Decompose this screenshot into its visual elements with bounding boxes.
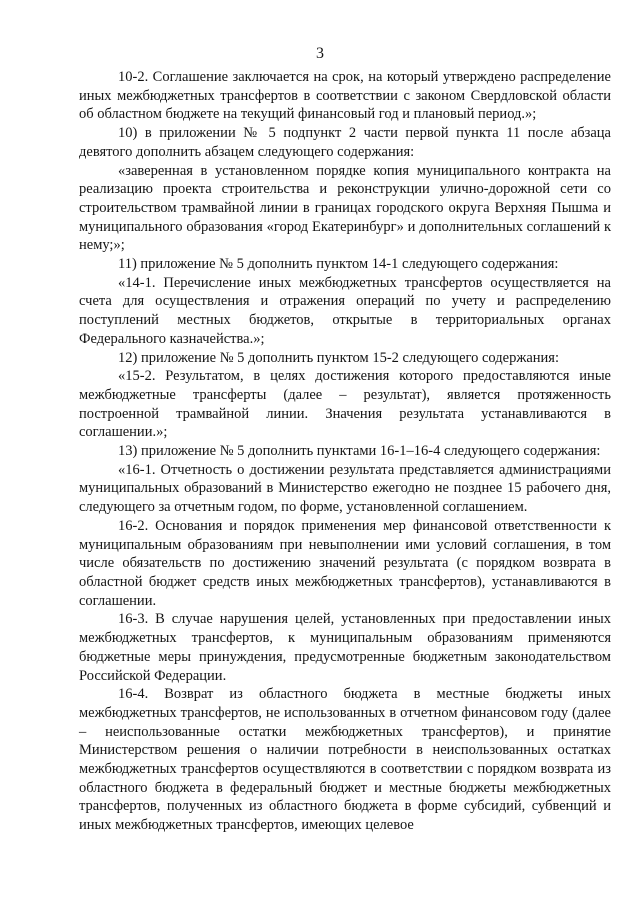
paragraph-16-2: 16-2. Основания и порядок применения мер финансовой ответственности к муниципальным образованиям при невыполнении ими условий соглашения, в том числе обязательств по достижению значений результата (с порядком возврата в областной бюджет средств иных межбюджетных трансфертов), устанавливаются в соглашении. xyxy=(79,517,611,609)
paragraph-16-3: 16-3. В случае нарушения целей, установленных при предоставлении иных межбюджетных трансфертов, к муниципальным образованиям применяются бюджетные меры принуждения, предусмотренные бюджетным законодательством Российской Федерации. xyxy=(79,611,611,684)
paragraph-14-1: «14-1. Перечисление иных межбюджетных трансфертов осуществляется на счета для осуществления и отражения операций по учету и распределению поступлений местных бюджетов, открытые в территориальных органах Федерального казначейства.»; xyxy=(79,274,611,347)
paragraph-quote-contract-copy: «заверенная в установленном порядке копия муниципального контракта на реализацию проекта строительства и реконструкции улично-дорожной сети со строительством трамвайной линии в границах городского округа Верхняя Пышма и муниципального образования «город Екатеринбург» и дополнительных соглашений к нему;»; xyxy=(79,162,611,254)
paragraph-item-11: 11) приложение № 5 дополнить пунктом 14-1 следующего содержания: xyxy=(118,256,559,273)
paragraph-item-10: 10) в приложении № 5 подпункт 2 части первой пункта 11 после абзаца девятого дополнить абзацем следующего содержания: xyxy=(79,125,611,160)
page-number: 3 xyxy=(316,45,324,62)
paragraph-item-13: 13) приложение № 5 дополнить пунктами 16-1–16-4 следующего содержания: xyxy=(118,443,601,460)
paragraph-16-1: «16-1. Отчетность о достижении результата представляется администрациями муниципальных образований в Министерство ежегодно не позднее 15 рабочего дня, следующего за отчетным годом, по форме, установленной соглашением. xyxy=(79,461,611,516)
paragraph-16-4: 16-4. Возврат из областного бюджета в местные бюджеты иных межбюджетных трансфертов, не использованных в отчетном финансовом году (далее – неиспользованные остатки межбюджетных трансфертов), и принятие Министерством решения о наличии потребности в неиспользованных остатках межбюджетных трансфертов осуществляются в соответствии с порядком возврата из областного бюджета в федеральный бюджет и местные бюджеты межбюджетных трансфертов, полученных из областного бюджета в форме субсидий, субвенций и иных межбюджетных трансфертов, имеющих целевое xyxy=(79,686,611,834)
paragraph-15-2: «15-2. Результатом, в целях достижения которого предоставляются иные межбюджетные трансферты (далее – результат), является протяженность построенной трамвайной линии. Значения результата устанавливаются в соглашении.»; xyxy=(79,368,611,441)
document-body xyxy=(79,68,611,835)
paragraph-item-12: 12) приложение № 5 дополнить пунктом 15-2 следующего содержания: xyxy=(118,349,559,366)
paragraph-10-2: 10-2. Соглашение заключается на срок, на который утверждено распределение иных межбюджетных трансфертов в соответствии с законом Свердловской области об областном бюджете на текущий финансовый год и плановый период.»; xyxy=(79,69,611,123)
